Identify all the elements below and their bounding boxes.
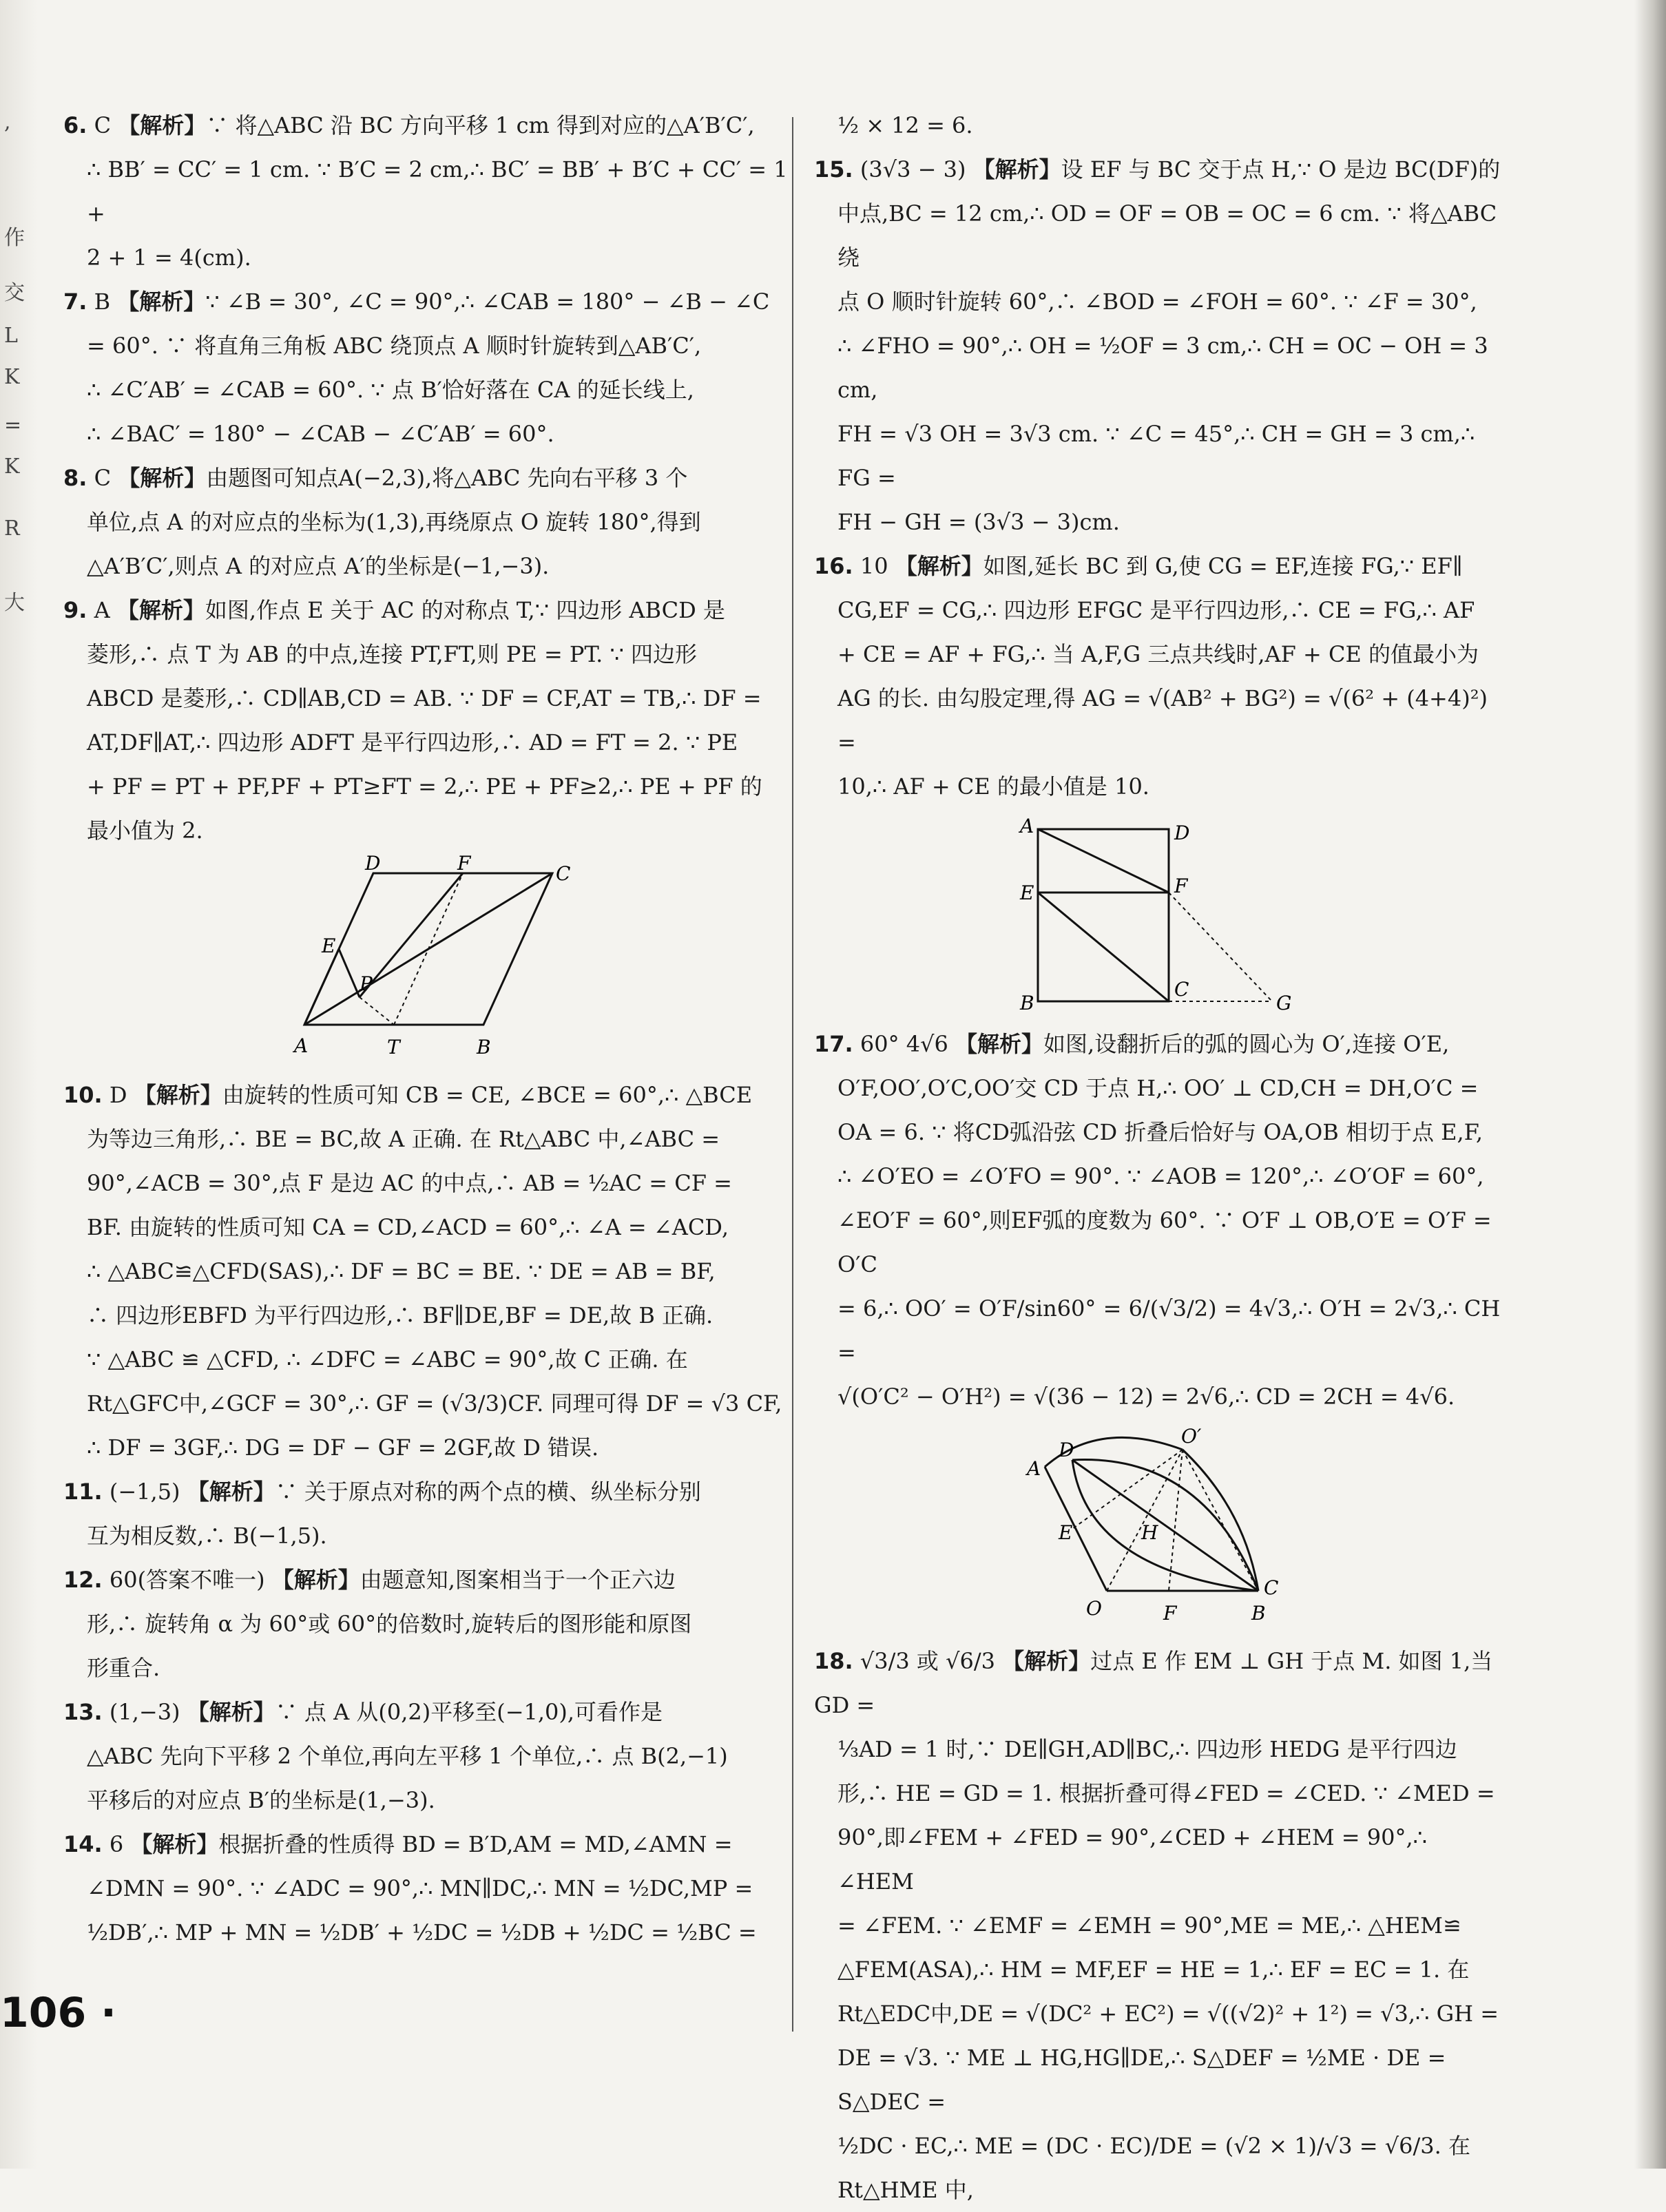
- solution-line: △FEM(ASA),∴ HM = MF,EF = HE = 1,∴ EF = EC = 1. 在: [837, 1957, 1470, 1983]
- figure-label: C: [1264, 1576, 1279, 1599]
- solution-line: ∵ ∠B = 30°, ∠C = 90°,∴ ∠CAB = 180° − ∠B − ∠C: [205, 289, 770, 315]
- solution-line: 如图,设翻折后的弧的圆心为 O′,连接 O′E,: [1043, 1031, 1450, 1057]
- solution-line: 菱形,∴ 点 T 为 AB 的中点,连接 PT,FT,则 PE = PT. ∵ 四边形: [87, 641, 697, 667]
- analysis-tag: 【解析】: [1002, 1648, 1091, 1674]
- solution-line: 由旋转的性质可知 CB = CE, ∠BCE = 60°,∴ △BCE: [222, 1082, 753, 1108]
- solution-line: ∵ 关于原点对称的两个点的横、纵坐标分别: [275, 1479, 701, 1505]
- figure-label: B: [1020, 992, 1034, 1014]
- analysis-tag: 【解析】: [972, 156, 1061, 182]
- solution-line: 设 EF 与 BC 交于点 H,∵ O 是边 BC(DF)的: [1061, 156, 1501, 182]
- answer: 60(答案不唯一): [109, 1567, 265, 1593]
- question-number: 11.: [63, 1479, 103, 1505]
- solution-line: + PF = PT + PF,PF + PT≥FT = 2,∴ PE + PF≥2,∴ PE + PF 的: [87, 773, 762, 800]
- figure-label: A: [1020, 815, 1034, 837]
- edge-glyph: =: [4, 413, 22, 437]
- answer: D: [109, 1082, 127, 1108]
- solution-line: = 6,∴ OO′ = O′F/sin60° = 6/(√3/2) = 4√3,∴ O′H = 2√3,∴ CH =: [837, 1295, 1501, 1366]
- solution-line: ½ × 12 = 6.: [837, 112, 973, 138]
- question-number: 12.: [63, 1567, 103, 1593]
- rhombus-figure: [291, 852, 571, 1066]
- edge-glyph: 大: [4, 591, 25, 615]
- question-number: 9.: [63, 597, 87, 623]
- solution-line: ⅓AD = 1 时,∵ DE∥GH,AD∥BC,∴ 四边形 HEDG 是平行四边: [837, 1736, 1457, 1762]
- solution-line: √(O′C² − O′H²) = √(36 − 12) = 2√6,∴ CD = 2CH = 4√6.: [837, 1384, 1455, 1410]
- analysis-tag: 【解析】: [271, 1567, 360, 1593]
- solution-line: △ABC 先向下平移 2 个单位,再向左平移 1 个单位,∴ 点 B(2,−1): [87, 1743, 728, 1769]
- figure-label: P: [360, 972, 373, 995]
- page-edge-right: [1634, 0, 1666, 2169]
- figure-label: F: [1174, 875, 1188, 897]
- solution-18: [814, 1639, 1510, 2212]
- question-number: 7.: [63, 289, 87, 315]
- solution-16: [814, 544, 1510, 1015]
- figure-label: E: [1020, 881, 1034, 904]
- solution-line: 90°,即∠FEM + ∠FED = 90°,∠CED + ∠HEM = 90°,∴ ∠HEM: [837, 1824, 1427, 1895]
- solution-17: [814, 1022, 1510, 1632]
- solution-15: [814, 147, 1510, 544]
- solution-line: ∵ 点 A 从(0,2)平移至(−1,0),可看作是: [275, 1699, 663, 1725]
- solution-line: OA = 6. ∵ 将CD弧沿弦 CD 折叠后恰好与 OA,OB 相切于点 E,F,: [837, 1119, 1483, 1145]
- solution-line: ∴ △ABC≌△CFD(SAS),∴ DF = BC = BE. ∵ DE = AB = BF,: [87, 1258, 716, 1284]
- solution-line: ½DB′,∴ MP + MN = ½DB′ + ½DC = ½DB + ½DC = ½BC =: [87, 1919, 757, 1945]
- analysis-tag: 【解析】: [118, 465, 207, 491]
- solution-line: ∠EO′F = 60°,则EF弧的度数为 60°. ∵ O′F ⊥ OB,O′E = O′F = O′C: [837, 1207, 1492, 1277]
- solution-line: Rt△GFC中,∠GCF = 30°,∴ GF = (√3/3)CF. 同理可得 DF = √3 CF,: [87, 1390, 782, 1417]
- solution-line: AG 的长. 由勾股定理,得 AG = √(AB² + BG²) = √(6² + (4+4)²) =: [837, 685, 1488, 755]
- solution-line: AT,DF∥AT,∴ 四边形 ADFT 是平行四边形,∴ AD = FT = 2. ∵ PE: [87, 729, 738, 755]
- figure-label: G: [1276, 992, 1292, 1014]
- figure-label: B: [1251, 1602, 1266, 1625]
- answer: (−1,5): [109, 1479, 180, 1505]
- question-number: 15.: [814, 156, 853, 182]
- solution-line: ∴ ∠FHO = 90°,∴ OH = ½OF = 3 cm,∴ CH = OC − OH = 3 cm,: [837, 333, 1488, 403]
- solution-line: BF. 由旋转的性质可知 CA = CD,∠ACD = 60°,∴ ∠A = ∠ACD,: [87, 1214, 729, 1240]
- answer: 6: [109, 1831, 124, 1857]
- solution-line: 单位,点 A 的对应点的坐标为(1,3),再绕原点 O 旋转 180°,得到: [87, 509, 701, 535]
- solution-line: CG,EF = CG,∴ 四边形 EFGC 是平行四边形,∴ CE = FG,∴ AF: [837, 597, 1475, 623]
- question-number: 17.: [814, 1031, 853, 1057]
- solution-line: ∵ 将△ABC 沿 BC 方向平移 1 cm 得到对应的△A′B′C′,: [206, 112, 755, 138]
- solution-line: ∴ 四边形EBFD 为平行四边形,∴ BF∥DE,BF = DE,故 B 正确.: [87, 1302, 714, 1328]
- figure-label: T: [387, 1036, 400, 1058]
- figure-label: O′: [1181, 1425, 1202, 1448]
- solution-line: 根据折叠的性质得 BD = B′D,AM = MD,∠AMN =: [218, 1831, 733, 1857]
- answer: A: [94, 597, 110, 623]
- question-number: 10.: [63, 1082, 103, 1108]
- solution-12: [63, 1558, 793, 1690]
- edge-glyph: R: [4, 517, 20, 541]
- analysis-tag: 【解析】: [130, 1831, 219, 1857]
- solution-6: [63, 103, 793, 280]
- solution-line: ABCD 是菱形,∴ CD∥AB,CD = AB. ∵ DF = CF,AT = TB,∴ DF =: [87, 685, 762, 711]
- solution-line: ∴ ∠O′EO = ∠O′FO = 90°. ∵ ∠AOB = 120°,∴ ∠O′OF = 60°,: [837, 1163, 1484, 1189]
- solution-line: FH = √3 OH = 3√3 cm. ∵ ∠C = 45°,∴ CH = GH = 3 cm,∴ FG =: [837, 421, 1475, 491]
- solution-11: [63, 1470, 793, 1558]
- solution-line: ∴ BB′ = CC′ = 1 cm. ∵ B′C = 2 cm,∴ BC′ = BB′ + B′C + CC′ = 1 +: [87, 156, 788, 227]
- answer: B: [94, 289, 111, 315]
- arc-fold-figure: [1017, 1426, 1306, 1632]
- figure-label: A: [1027, 1457, 1041, 1480]
- left-column: [63, 103, 793, 1954]
- solution-10: [63, 1073, 793, 1470]
- solution-line: 由题意知,图案相当于一个正六边: [360, 1567, 676, 1593]
- solution-line: ∵ △ABC ≌ △CFD, ∴ ∠DFC = ∠ABC = 90°,故 C 正确. 在: [87, 1346, 688, 1373]
- question-number: 6.: [63, 112, 87, 138]
- analysis-tag: 【解析】: [187, 1479, 275, 1505]
- solution-line: 互为相反数,∴ B(−1,5).: [87, 1523, 327, 1549]
- answer: √3/3 或 √6/3: [860, 1648, 995, 1674]
- answer: 60° 4√6: [860, 1031, 948, 1057]
- solution-line: 形重合.: [87, 1655, 160, 1681]
- solution-13: [63, 1690, 793, 1822]
- figure-label: B: [477, 1036, 491, 1058]
- analysis-tag: 【解析】: [134, 1082, 222, 1108]
- solution-line: ∴ ∠BAC′ = 180° − ∠CAB − ∠C′AB′ = 60°.: [87, 421, 554, 447]
- solution-line: ∴ ∠C′AB′ = ∠CAB = 60°. ∵ 点 B′恰好落在 CA 的延长线上,: [87, 377, 694, 403]
- solution-line: △A′B′C′,则点 A 的对应点 A′的坐标是(−1,−3).: [87, 553, 550, 579]
- figure-label: A: [294, 1034, 309, 1057]
- question-number: 13.: [63, 1699, 103, 1725]
- figure-label: D: [1059, 1439, 1074, 1461]
- answer: (3√3 − 3): [860, 156, 966, 182]
- page-edge-left: [0, 0, 37, 2169]
- solution-line: 由题图可知点A(−2,3),将△ABC 先向右平移 3 个: [206, 465, 688, 491]
- solution-line: 10,∴ AF + CE 的最小值是 10.: [837, 773, 1149, 800]
- edge-glyph: K: [4, 455, 20, 479]
- solution-line: + CE = AF + FG,∴ 当 A,F,G 三点共线时,AF + CE 的值最小为: [837, 641, 1479, 667]
- right-column: [814, 103, 1510, 2212]
- solution-line: 最小值为 2.: [87, 817, 203, 844]
- figure-label: E: [1059, 1521, 1073, 1544]
- solution-line: 中点,BC = 12 cm,∴ OD = OF = OB = OC = 6 cm. ∵ 将△ABC 绕: [837, 200, 1497, 271]
- figure-label: O: [1086, 1597, 1102, 1620]
- solution-14: [63, 1822, 793, 1954]
- question-number: 18.: [814, 1648, 853, 1674]
- solution-line: 为等边三角形,∴ BE = BC,故 A 正确. 在 Rt△ABC 中,∠ABC =: [87, 1126, 720, 1152]
- analysis-tag: 【解析】: [118, 112, 207, 138]
- figure-label: E: [322, 935, 336, 957]
- solution-line: ½DC · EC,∴ ME = (DC · EC)/DE = (√2 × 1)/√3 = √6/3. 在 Rt△HME 中,: [837, 2133, 1470, 2203]
- solution-line: 形,∴ HE = GD = 1. 根据折叠可得∠FED = ∠CED. ∵ ∠MED =: [837, 1780, 1495, 1806]
- solution-14-continued: [814, 103, 1510, 147]
- solution-line: Rt△EDC中,DE = √(DC² + EC²) = √((√2)² + 1²) = √3,∴ GH =: [837, 2001, 1499, 2027]
- edge-glyph: 作: [4, 226, 25, 250]
- figure-label: C: [1174, 978, 1189, 1001]
- analysis-tag: 【解析】: [116, 597, 205, 623]
- solution-line: = ∠FEM. ∵ ∠EMF = ∠EMH = 90°,ME = ME,∴ △HEM≌: [837, 1912, 1461, 1939]
- question-number: 8.: [63, 465, 87, 491]
- solution-line: 过点 E 作 EM ⊥ GH 于点 M. 如图 1,当 GD =: [814, 1648, 1493, 1718]
- solution-line: 如图,作点 E 关于 AC 的对称点 T,∵ 四边形 ABCD 是: [205, 597, 725, 623]
- solution-line: ∴ DF = 3GF,∴ DG = DF − GF = 2GF,故 D 错误.: [87, 1434, 599, 1461]
- answer: (1,−3): [109, 1699, 180, 1725]
- edge-glyph: L: [4, 324, 18, 348]
- solution-line: FH − GH = (3√3 − 3)cm.: [837, 509, 1120, 535]
- solution-line: O′F,OO′,O′C,OO′交 CD 于点 H,∴ OO′ ⊥ CD,CH = DH,O′C =: [837, 1075, 1479, 1101]
- solution-line: 点 O 顺时针旋转 60°,∴ ∠BOD = ∠FOH = 60°. ∵ ∠F = 30°,: [837, 289, 1477, 315]
- edge-glyph: 交: [4, 281, 25, 305]
- question-number: 16.: [814, 553, 853, 579]
- analysis-tag: 【解析】: [895, 553, 983, 579]
- question-number: 14.: [63, 1831, 103, 1857]
- answer: C: [94, 112, 112, 138]
- figure-label: D: [365, 852, 381, 875]
- solution-9: [63, 588, 793, 1066]
- solution-line: 形,∴ 旋转角 α 为 60°或 60°的倍数时,旋转后的图形能和原图: [87, 1611, 692, 1637]
- edge-glyph: ,: [4, 110, 11, 134]
- figure-label: C: [556, 862, 571, 885]
- analysis-tag: 【解析】: [117, 289, 206, 315]
- solution-7: [63, 280, 793, 456]
- figure-label: H: [1141, 1521, 1158, 1544]
- solution-line: 2 + 1 = 4(cm).: [87, 244, 251, 271]
- analysis-tag: 【解析】: [955, 1031, 1044, 1057]
- figure-label: F: [457, 852, 471, 875]
- edge-glyph: K: [4, 365, 20, 389]
- solution-line: 90°,∠ACB = 30°,点 F 是边 AC 的中点,∴ AB = ½AC = CF =: [87, 1170, 732, 1196]
- solution-line: 如图,延长 BC 到 G,使 CG = EF,连接 FG,∵ EF∥: [983, 553, 1463, 579]
- answer: C: [94, 465, 112, 491]
- analysis-tag: 【解析】: [187, 1699, 275, 1725]
- solution-line: DE = √3. ∵ ME ⊥ HG,HG∥DE,∴ S△DEF = ½ME · DE = S△DEC =: [837, 2045, 1446, 2115]
- figure-label: D: [1174, 822, 1190, 844]
- figure-label: F: [1163, 1602, 1177, 1625]
- answer: 10: [860, 553, 888, 579]
- solution-line: = 60°. ∵ 将直角三角板 ABC 绕顶点 A 顺时针旋转到△AB′C′,: [87, 333, 702, 359]
- page-number: 106 ·: [0, 1989, 116, 2037]
- solution-line: 平移后的对应点 B′的坐标是(1,−3).: [87, 1787, 435, 1813]
- solution-8: [63, 456, 793, 588]
- solution-line: ∠DMN = 90°. ∵ ∠ADC = 90°,∴ MN∥DC,∴ MN = ½DC,MP =: [87, 1875, 753, 1901]
- rectangle-figure: [1010, 815, 1313, 1015]
